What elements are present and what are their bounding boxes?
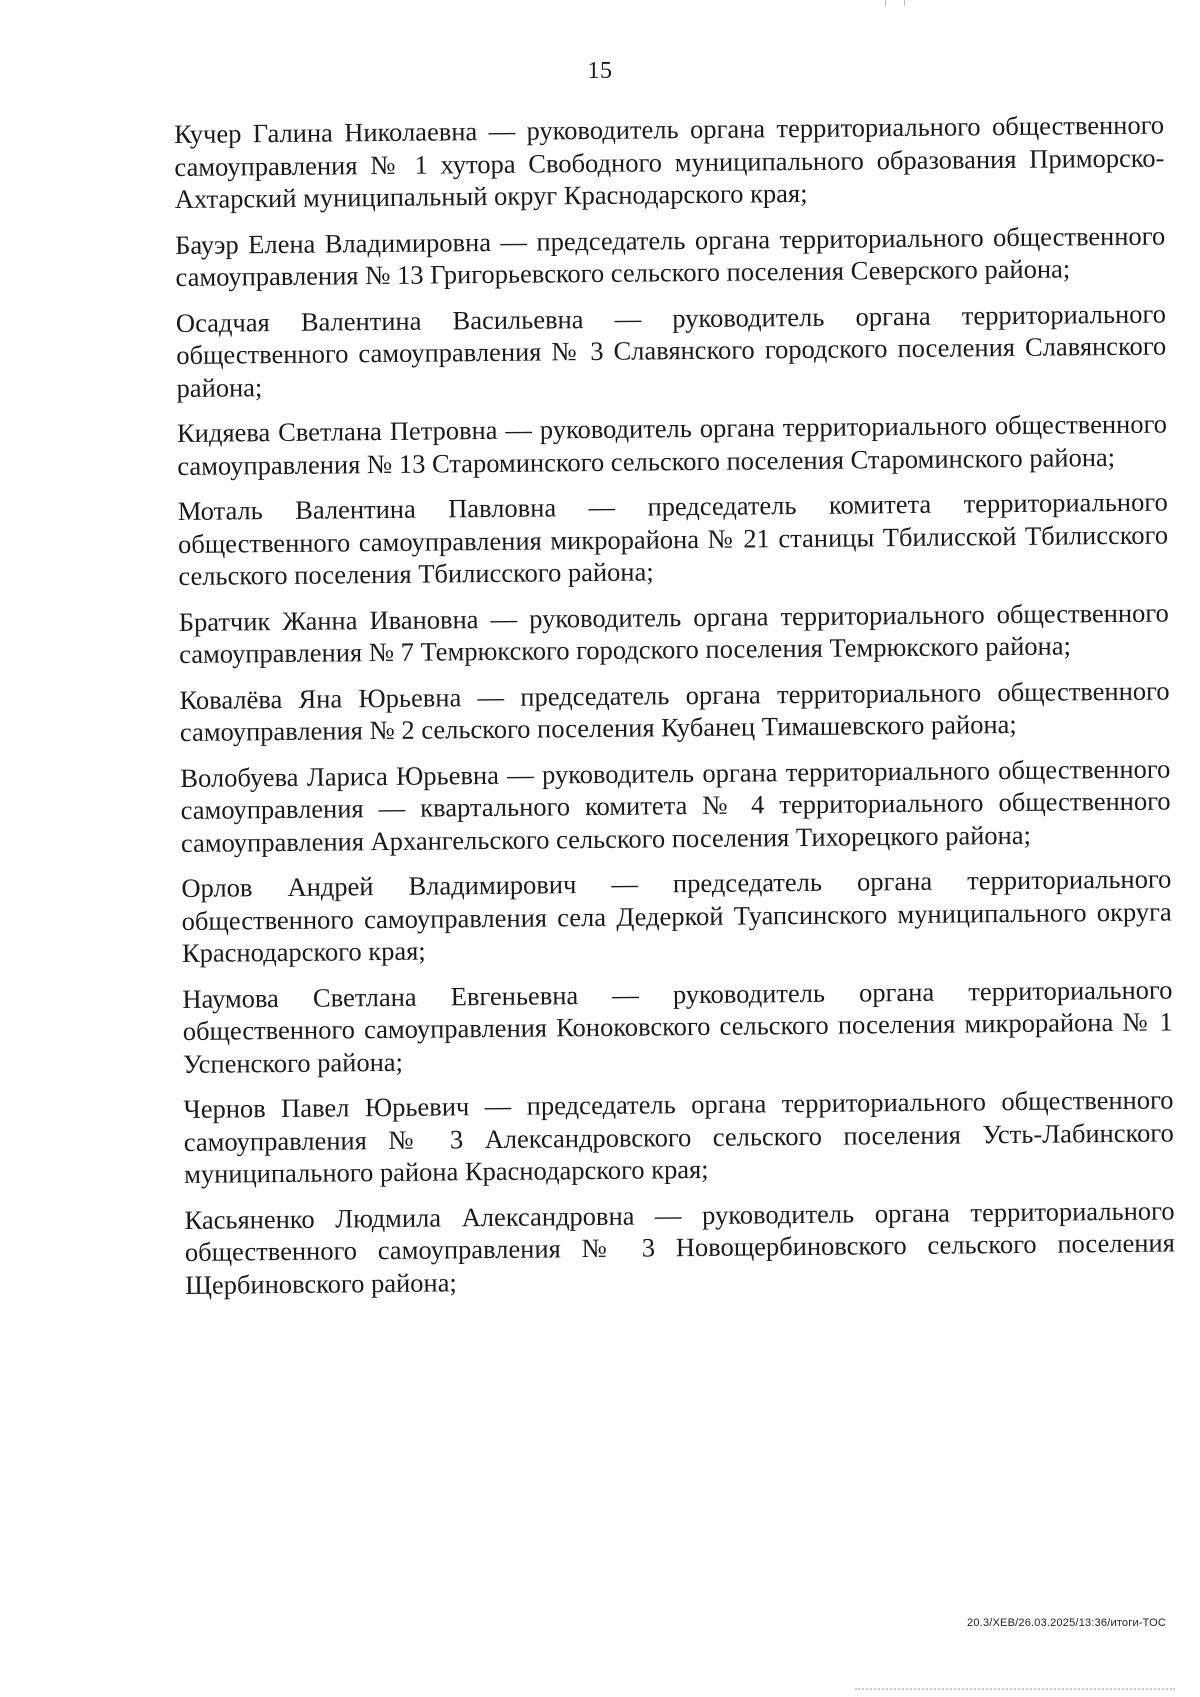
list-item: Ковалёва Яна Юрьевна — председатель органа территориального общественного самоуправления № 2 сельского поселения Кубанец Тимашевского района; (179, 674, 1170, 747)
list-item: Орлов Андрей Владимирович — председатель органа территориального общественного самоуправления села Дедеркой Туапсинского муниципального округа Краснодарского края; (181, 863, 1172, 968)
award-list (174, 108, 1175, 1313)
list-item: Кучер Галина Николаевна — руководитель органа территориального общественного самоуправления № 1 хутора Свободного муниципального образования Приморско-Ахтарский муниципальный округ Краснодарского края; (174, 109, 1165, 214)
list-item: Моталь Валентина Павловна — председатель комитета территориального общественного самоуправления микрорайона № 21 станицы Тбилисской Тбилисского сельского поселения Тбилисского района; (177, 486, 1169, 591)
list-item: Бауэр Елена Владимировна — председатель органа территориального общественного самоуправления № 13 Григорьевского сельского поселения Северского района; (175, 219, 1166, 292)
list-item: Касьяненко Людмила Александровна — руководитель органа территориального общественного самоуправления № 3 Новощербиновского сельского поселения Щербиновского района; (184, 1194, 1175, 1300)
list-item: Кидяева Светлана Петровна — руководитель органа территориального общественного самоуправления № 13 Староминского сельского поселения Староминского района; (176, 408, 1168, 481)
list-item: Братчик Жанна Ивановна — руководитель органа территориального общественного самоуправления № 7 Темрюкского городского поселения Темрюкского района; (178, 596, 1169, 669)
document-footer-code: 20.3/ХЕВ/26.03.2025/13:36/итоги-ТОС (967, 1617, 1166, 1629)
list-item: Чернов Павел Юрьевич — председатель органа территориального общественного самоуправления № 3 Александровского сельского поселения Усть-Лабинского муниципального района Краснодарского края; (183, 1084, 1174, 1189)
scan-edge-mark-top (885, 0, 905, 6)
list-item: Наумова Светлана Евгеньевна — руководитель органа территориального общественного самоуправления Коноковского сельского поселения микрорайона № 1 Успенского района; (182, 973, 1173, 1079)
page-number: 15 (587, 58, 613, 84)
list-item: Волобуева Лариса Юрьевна — руководитель органа территориального общественного самоуправления — квартального комитета № 4 территориального общественного самоуправления Архангельского сельского поселения Тихорецкого района; (180, 752, 1171, 858)
scan-edge-mark-bottom (855, 1688, 1175, 1690)
list-item: Осадчая Валентина Васильевна — руководитель органа территориального общественного самоуправления № 3 Славянского городского поселения Славянского района; (175, 297, 1167, 403)
